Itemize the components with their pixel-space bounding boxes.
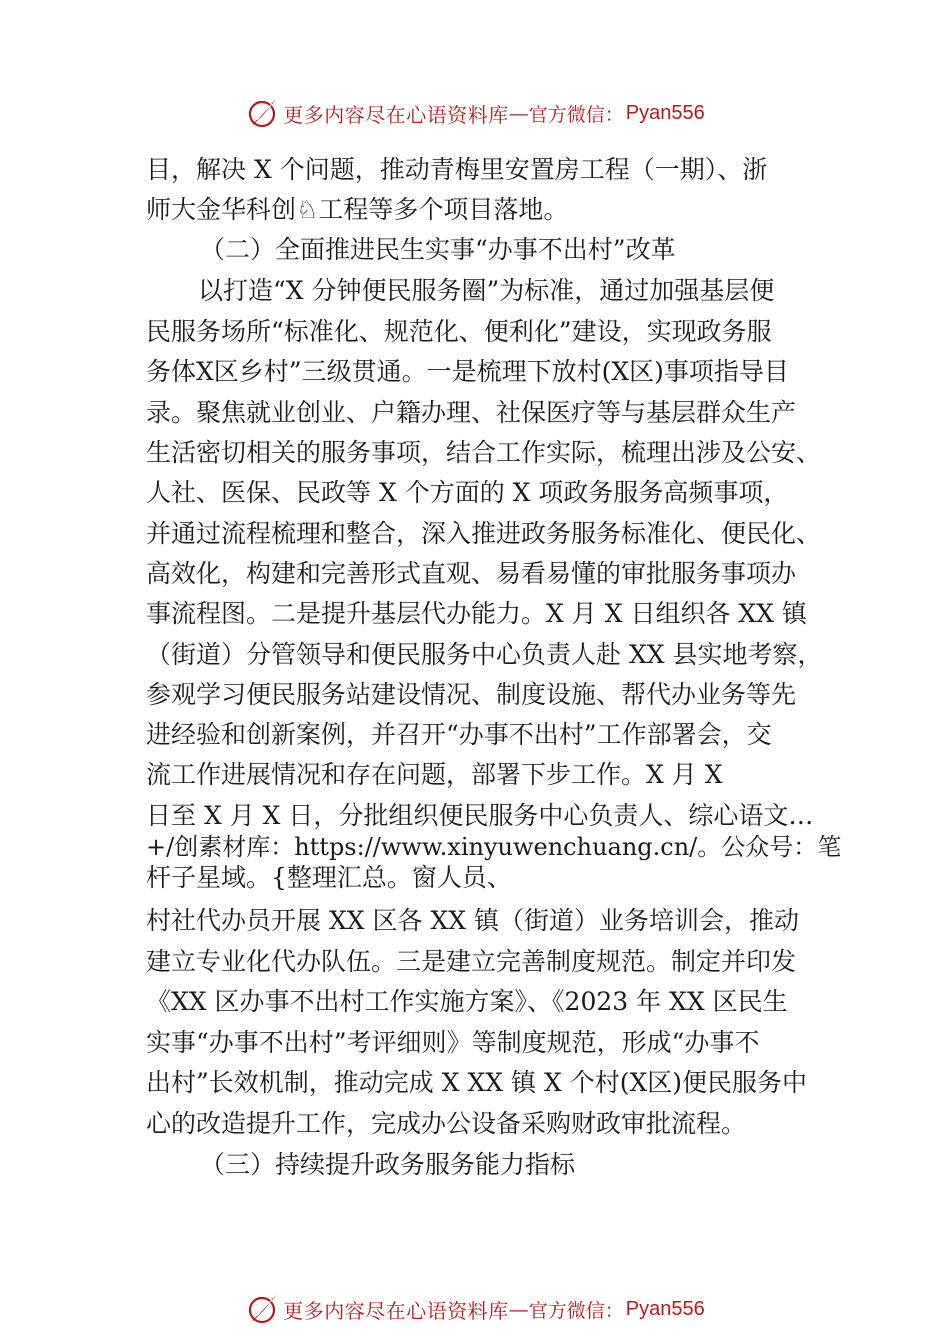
text-line: （街道）分管领导和便民服务中心负责人赴 XX 县实地考察，	[146, 640, 823, 669]
text-line: 建立专业化代办队伍。三是建立完善制度规范。制定并印发	[146, 947, 797, 976]
text-line: 进经验和创新案例，并召开“办事不出村”工作部署会，交	[146, 720, 772, 749]
header-banner	[0, 93, 950, 133]
text-line: 村社代办员开展 XX 区各 XX 镇（街道）业务培训会，推动	[146, 906, 799, 935]
banner-wechat-label: 官方微信：	[528, 1299, 624, 1322]
text-line: 生活密切相关的服务事项，结合工作实际，梳理出涉及公安、	[146, 438, 822, 467]
banner-separator: —	[508, 101, 529, 125]
text-line: 参观学习便民服务站建设情况、制度设施、帮代办业务等先	[146, 680, 797, 709]
banner-separator: —	[508, 1297, 529, 1321]
text-line: 以打造“X 分钟便民服务圈”为标准，通过加强基层便	[198, 276, 775, 305]
banner-wechat-id: Pyan556	[625, 1297, 705, 1320]
text-line: 务体Ⅹ区乡村”三级贯通。一是梳理下放村(Ⅹ区)事项指导目	[146, 357, 789, 386]
footer-banner	[0, 1289, 950, 1329]
text-line: 目，解决 X 个问题，推动青梅里安置房工程（一期）、浙	[146, 155, 768, 184]
text-line: 流工作进展情况和存在问题，部署下步工作。X 月 X	[146, 760, 723, 789]
feather-logo-icon	[245, 96, 279, 130]
text-line: 日至 X 月 X 日，分批组织便民服务中心负责人、综心语文…	[146, 801, 814, 830]
text-line: 师大金华科创♘工程等多个项目落地。	[146, 195, 569, 224]
text-line: 心的改造提升工作，完成办公设备采购财政审批流程。	[146, 1109, 747, 1138]
text-line: 事流程图。二是提升基层代办能力。X 月 X 日组织各 XX 镇	[146, 599, 807, 628]
text-line: 人社、医保、民政等 X 个方面的 X 项政务服务高频事项，	[146, 478, 789, 507]
text-line: 录。聚焦就业创业、户籍办理、社保医疗等与基层群众生产	[146, 398, 797, 427]
banner-wechat-label: 官方微信：	[528, 103, 624, 126]
text-line: 杆子星域。{整理汇总。窗人员、	[146, 863, 512, 892]
feather-logo-icon	[245, 1292, 279, 1326]
text-line: 高效化，构建和完善形式直观、易看易懂的审批服务事项办	[146, 559, 797, 588]
text-line: 《XX 区办事不出村工作实施方案》、《2023 年 XX 区民生	[146, 987, 788, 1016]
text-line: 并通过流程梳理和整合，深入推进政务服务标准化、便民化、	[146, 519, 822, 548]
banner-text: 更多内容尽在心语资料库	[283, 1298, 509, 1323]
section-heading: （三）持续提升政务服务能力指标	[200, 1150, 576, 1179]
text-line: 民服务场所“标准化、规范化、便利化”建设，实现政务服	[146, 317, 772, 346]
banner-text: 更多内容尽在心语资料库	[283, 102, 509, 127]
banner-wechat-id: Pyan556	[625, 101, 705, 124]
text-line: 实事“办事不出村”考评细则》等制度规范，形成“办事不	[146, 1028, 760, 1057]
text-line: +/创素材库：https://www.xinyuwenchuang.cn/。公众号：笔	[146, 833, 842, 861]
section-heading: （二）全面推进民生实事“办事不出村”改革	[200, 235, 676, 264]
text-line: 出村”长效机制，推动完成 X XX 镇 X 个村(Ⅹ区)便民服务中	[146, 1068, 808, 1097]
